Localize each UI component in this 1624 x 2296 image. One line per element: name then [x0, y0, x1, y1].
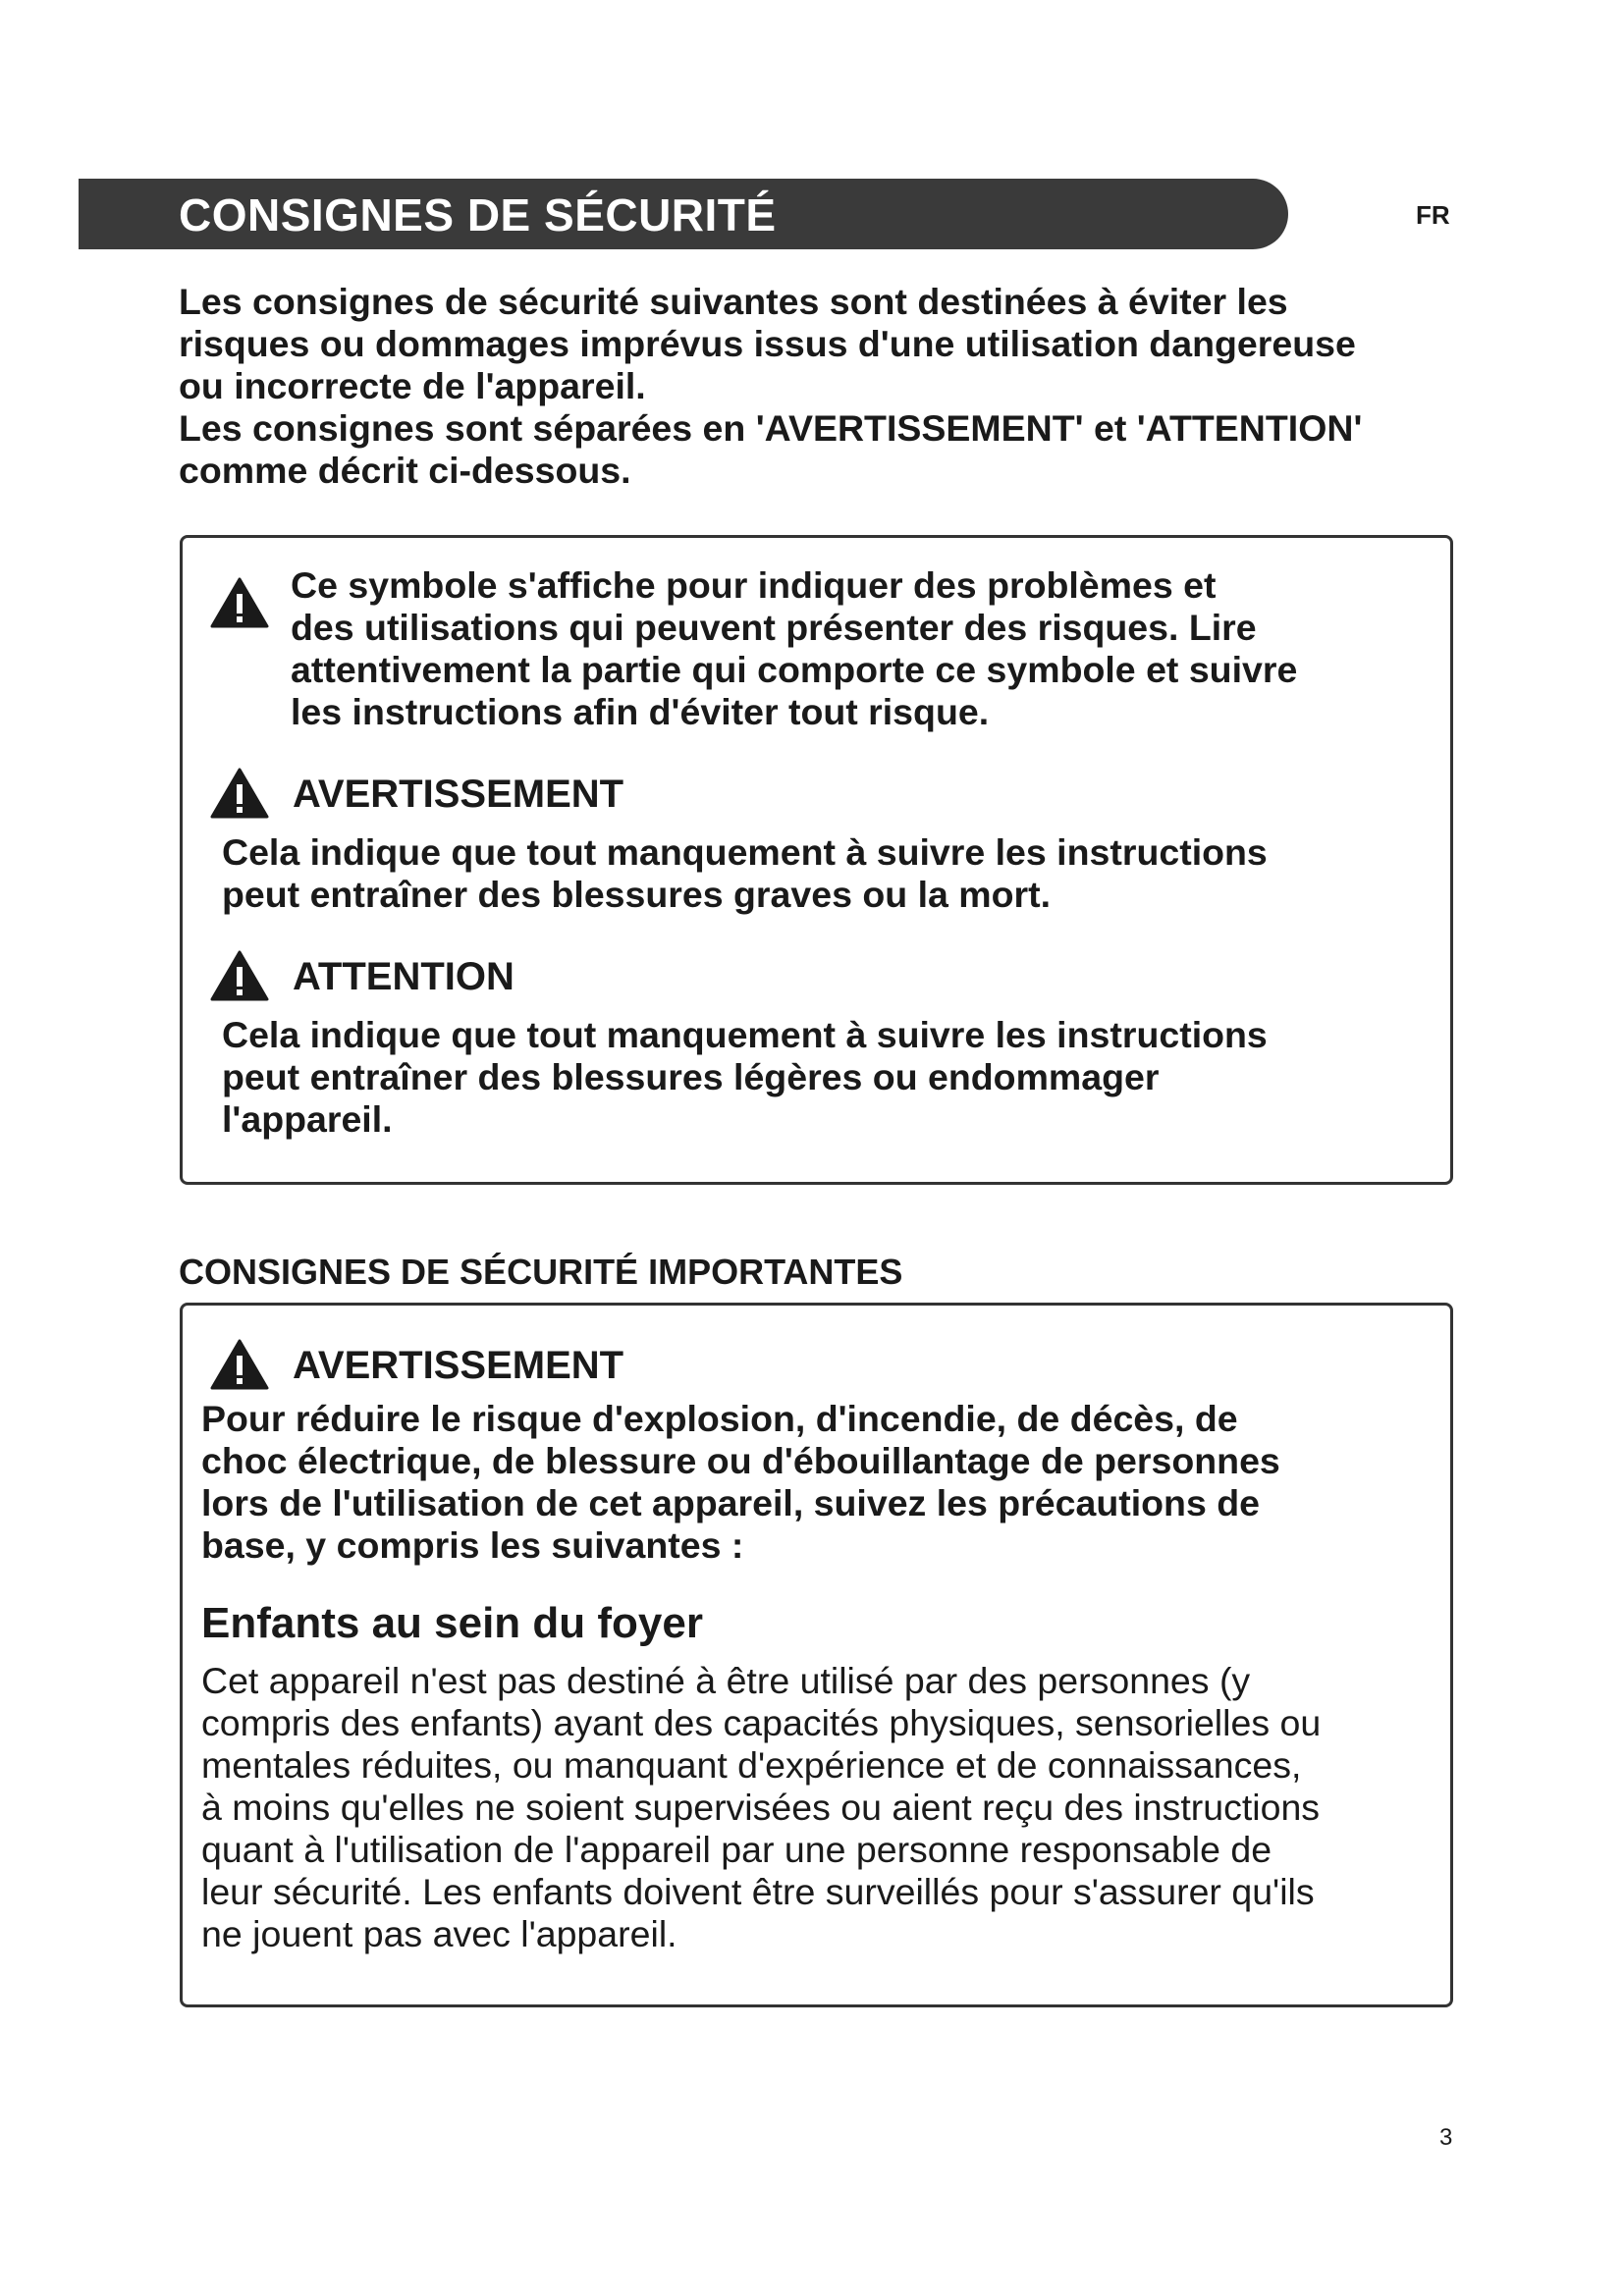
warning-triangle-icon — [210, 577, 269, 628]
caution-label: ATTENTION — [293, 955, 514, 998]
important-warning-line: base, y compris les suivantes : — [201, 1524, 744, 1566]
children-heading: Enfants au sein du foyer — [201, 1599, 703, 1647]
caution-line: peut entraîner des blessures légères ou endommager — [222, 1056, 1160, 1097]
children-line: quant à l'utilisation de l'appareil par une personne responsable de — [201, 1829, 1272, 1870]
symbol-line: Ce symbole s'affiche pour indiquer des problèmes et — [291, 564, 1217, 606]
children-paragraph — [201, 1660, 1448, 1955]
caution-line: Cela indique que tout manquement à suivre les instructions — [222, 1014, 1268, 1055]
children-line: ne jouent pas avec l'appareil. — [201, 1913, 677, 1954]
intro-paragraph — [179, 281, 1455, 492]
children-line: mentales réduites, ou manquant d'expérience et de connaissances, — [201, 1744, 1302, 1786]
warning-line: peut entraîner des blessures graves ou la mort. — [222, 874, 1052, 915]
intro-line: comme décrit ci-dessous. — [179, 450, 631, 491]
children-line: leur sécurité. Les enfants doivent être surveillés pour s'assurer qu'ils — [201, 1871, 1315, 1912]
caution-triangle-icon — [210, 950, 269, 1001]
important-warning-line: choc électrique, de blessure ou d'ébouillantage de personnes — [201, 1440, 1280, 1481]
caution-line: l'appareil. — [222, 1098, 393, 1140]
warning-description — [222, 831, 1449, 916]
children-line: Cet appareil n'est pas destiné à être utilisé par des personnes (y — [201, 1660, 1251, 1701]
symbol-line: attentivement la partie qui comporte ce symbole et suivre — [291, 649, 1298, 690]
important-warning-text — [201, 1398, 1448, 1567]
children-line: compris des enfants) ayant des capacités physiques, sensorielles ou — [201, 1702, 1322, 1743]
warning-triangle-icon — [210, 1339, 269, 1390]
children-line: à moins qu'elles ne soient supervisées ou aient reçu des instructions — [201, 1787, 1321, 1828]
important-warning-label: AVERTISSEMENT — [293, 1344, 624, 1387]
warning-triangle-icon — [210, 768, 269, 819]
warning-label: AVERTISSEMENT — [293, 773, 624, 816]
symbol-line: les instructions afin d'éviter tout risque. — [291, 691, 990, 732]
important-warning-line: lors de l'utilisation de cet appareil, suivez les précautions de — [201, 1482, 1260, 1523]
intro-line: ou incorrecte de l'appareil. — [179, 365, 646, 406]
symbol-line: des utilisations qui peuvent présenter des risques. Lire — [291, 607, 1257, 648]
caution-description — [222, 1014, 1449, 1141]
section-heading: CONSIGNES DE SÉCURITÉ IMPORTANTES — [179, 1252, 903, 1292]
intro-line: Les consignes de sécurité suivantes sont destinées à éviter les — [179, 281, 1288, 322]
language-code: FR — [1416, 200, 1450, 230]
important-warning-line: Pour réduire le risque d'explosion, d'incendie, de décès, de — [201, 1398, 1238, 1439]
page-number: 3 — [1439, 2124, 1453, 2151]
intro-line: Les consignes sont séparées en 'AVERTISSEMENT' et 'ATTENTION' — [179, 407, 1363, 449]
symbol-description — [291, 564, 1444, 733]
intro-line: risques ou dommages imprévus issus d'une utilisation dangereuse — [179, 323, 1356, 364]
warning-line: Cela indique que tout manquement à suivre les instructions — [222, 831, 1268, 873]
page-title: CONSIGNES DE SÉCURITÉ — [179, 189, 777, 240]
